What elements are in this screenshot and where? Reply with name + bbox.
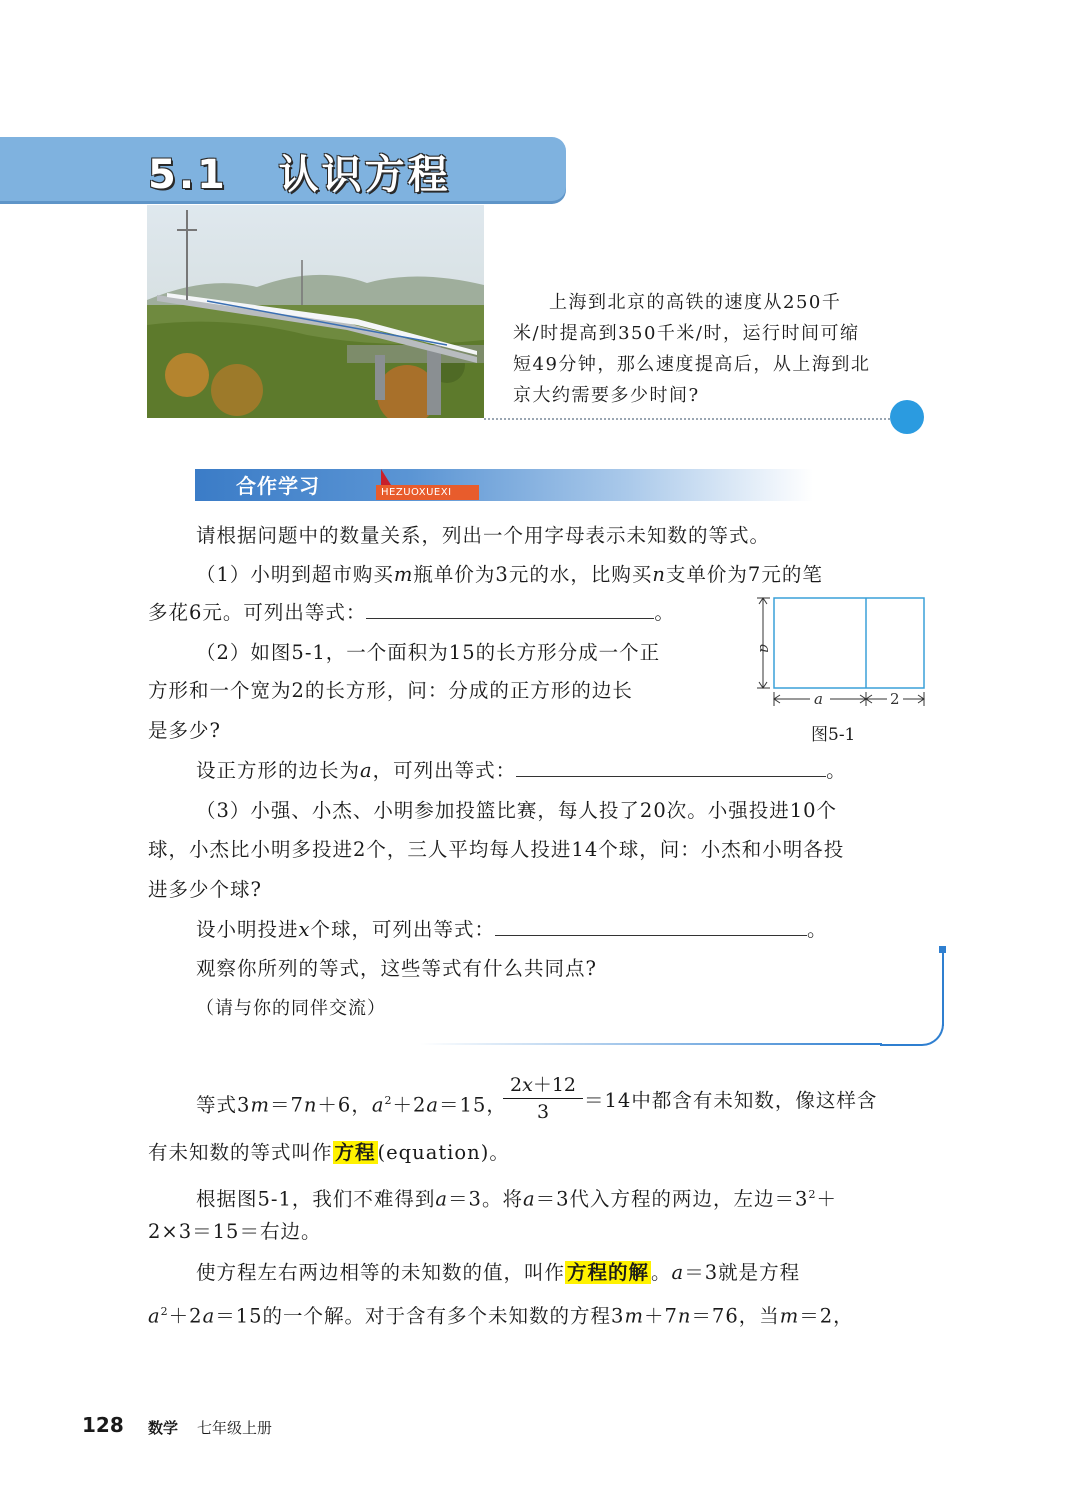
- blue-circle-decoration: [890, 400, 924, 434]
- text: ＝3。将: [448, 1187, 523, 1211]
- math: ＝7: [269, 1093, 304, 1117]
- var-n: n: [303, 1093, 318, 1117]
- term-equation: 方程: [334, 1141, 376, 1164]
- figure-label-bottom-a: a: [814, 690, 823, 708]
- math: ＋2: [168, 1304, 203, 1328]
- question-1-line-2: [148, 594, 675, 632]
- fraction-denominator: 3: [536, 1101, 550, 1123]
- var-x: x: [522, 1074, 533, 1096]
- q1-text: 多花6元。可列出等式：: [148, 601, 367, 624]
- question-3-line-2: 球，小杰比小明多投进2个，三人平均每人投进14个球，问：小杰和小明各投: [148, 838, 845, 861]
- fraction-numerator: [503, 1072, 583, 1099]
- solution-line-2: 2×3＝15＝右边。: [148, 1220, 322, 1243]
- question-2-line-2: 方形和一个宽为2的长方形，问：分成的正方形的边长: [148, 679, 633, 702]
- math: 2: [510, 1074, 523, 1096]
- exchange-note: （请与你的同伴交流）: [196, 998, 386, 1019]
- var-a: a: [360, 759, 373, 782]
- var-n: n: [652, 563, 666, 586]
- text: (equation)。: [377, 1141, 510, 1164]
- solution-definition-line: [196, 1254, 800, 1292]
- section-header-pinyin: HEZUOXUEXI: [376, 485, 479, 500]
- var-m: m: [393, 563, 414, 586]
- var-a: a: [671, 1261, 685, 1284]
- punct: 。: [654, 601, 675, 624]
- q2-text: ，可列出等式：: [372, 759, 517, 782]
- bracket-curve-decoration: [880, 1000, 944, 1046]
- text: ＝3代入方程的两边，左边＝3: [535, 1187, 809, 1211]
- q2-text: 设正方形的边长为: [196, 759, 361, 782]
- exponent: 2: [160, 1305, 169, 1318]
- text: 根据图5-1，我们不难得到: [196, 1187, 436, 1211]
- section-title: [148, 143, 451, 200]
- text: ＝15的一个解。对于含有多个未知数的方程3: [215, 1304, 625, 1328]
- var-m: m: [250, 1093, 270, 1117]
- q1-text: 瓶单价为3元的水，比购买: [413, 563, 653, 586]
- math: ＋6，: [317, 1093, 372, 1117]
- train-photo: [147, 205, 484, 418]
- math: ＝2，: [799, 1304, 854, 1328]
- figure-caption: 图5-1: [811, 725, 856, 745]
- math: ＋12: [532, 1074, 576, 1096]
- answer-blank-1[interactable]: [366, 617, 654, 619]
- solution-last-line: [148, 1293, 854, 1336]
- definition-line-2: [148, 1134, 510, 1172]
- var-a: a: [371, 1093, 385, 1117]
- observe-prompt: 观察你所列的等式，这些等式有什么共同点?: [196, 957, 597, 980]
- var-a: a: [148, 1304, 161, 1328]
- answer-blank-2[interactable]: [516, 775, 826, 777]
- punct: 。: [807, 918, 828, 941]
- dotted-divider: [484, 418, 894, 420]
- punct: 。: [826, 759, 847, 782]
- question-2-setup: [196, 752, 847, 790]
- text: ＝3就是方程: [684, 1261, 801, 1284]
- intro-line: 短49分钟，那么速度提高后，从上海到北: [513, 354, 871, 375]
- red-triangle-decoration: [381, 469, 391, 485]
- question-1-line-1: [196, 556, 823, 594]
- text: 。: [651, 1261, 672, 1284]
- bracket-fade-decoration: [420, 1043, 882, 1045]
- var-n: n: [677, 1304, 692, 1328]
- question-2-line-1: （2）如图5-1，一个面积为15的长方形分成一个正: [196, 641, 661, 664]
- var-a: a: [202, 1304, 216, 1328]
- math: 3: [237, 1093, 251, 1117]
- var-a: a: [522, 1187, 536, 1211]
- math: ＋2: [392, 1093, 427, 1117]
- fraction: [503, 1072, 583, 1125]
- section-number: 5.1: [148, 152, 228, 198]
- intro-line: 京大约需要多少时间?: [513, 385, 700, 406]
- var-x: x: [298, 918, 311, 941]
- text: 有未知数的等式叫作: [148, 1141, 333, 1164]
- figure-5-1: [750, 592, 930, 716]
- exponent: 2: [384, 1094, 393, 1107]
- page-number: 128: [82, 1413, 124, 1437]
- question-2-line-3: 是多少?: [148, 719, 221, 742]
- answer-blank-3[interactable]: [495, 934, 807, 936]
- text: 等式: [196, 1093, 238, 1117]
- figure-label-bottom-2: 2: [890, 690, 900, 708]
- exponent: 2: [808, 1188, 817, 1201]
- intro-line: 上海到北京的高铁的速度从250千: [549, 292, 842, 313]
- var-m: m: [779, 1304, 800, 1328]
- definition-line-1-tail: ＝14中都含有未知数，像这样含: [584, 1089, 878, 1112]
- footer-book: 七年级上册: [197, 1419, 273, 1437]
- var-a: a: [435, 1187, 449, 1211]
- question-3-setup: [196, 911, 828, 949]
- var-m: m: [624, 1304, 644, 1328]
- intro-paragraph: [513, 287, 893, 411]
- math: ＋7: [643, 1304, 678, 1328]
- question-3-line-1: （3）小强、小杰、小明参加投篮比赛，每人投了20次。小强投进10个: [196, 799, 838, 822]
- section-header-title: 合作学习: [236, 474, 320, 498]
- section-title-text: 认识方程: [278, 152, 451, 198]
- coop-lead: 请根据问题中的数量关系，列出一个用字母表示未知数的等式。: [196, 524, 771, 547]
- intro-line: 米/时提高到350千米/时，运行时间可缩: [513, 323, 860, 344]
- footer-subject: 数学: [148, 1419, 179, 1437]
- var-a: a: [426, 1093, 440, 1117]
- definition-line-1: [196, 1082, 507, 1125]
- q3-text: 设小明投进: [196, 918, 299, 941]
- math: ＝15，: [439, 1093, 507, 1117]
- text: ＋: [816, 1187, 837, 1211]
- term-solution: 方程的解: [567, 1261, 650, 1284]
- q3-text: 个球，可列出等式：: [310, 918, 496, 941]
- q1-text: （1）小明到超市购买: [196, 563, 394, 586]
- text: ＝76，当: [691, 1304, 780, 1328]
- text: 使方程左右两边相等的未知数的值，叫作: [196, 1261, 566, 1284]
- q1-text: 支单价为7元的笔: [665, 563, 823, 586]
- figure-label-side: a: [756, 644, 774, 653]
- question-3-line-3: 进多少个球?: [148, 878, 262, 901]
